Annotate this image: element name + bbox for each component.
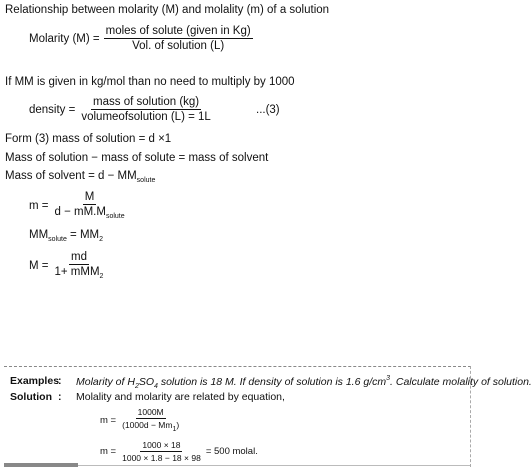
solution-calc-numerator: 1000 × 18 [142,440,181,450]
molarity-from-molality-equation [29,251,105,280]
molar-mass-a-subscript: solute [48,236,67,243]
equation-tag: ...(3) [256,104,280,116]
molar-mass-a: MM [29,229,49,241]
molar-mass-b-subscript: 2 [99,236,104,243]
molar-mass-b: = MM [66,229,100,241]
molarity2-numerator: md [70,251,87,263]
molarity2-denominator-subscript: 2 [99,273,104,280]
solution-formula-fraction [120,407,181,433]
solution-result: = 500 molal. [205,446,258,457]
molarity-numerator: moles of solute (given in Kg) [105,25,251,37]
density-numerator: mass of solution (kg) [93,96,200,108]
molarity-lhs: Molarity (M) = [29,32,100,45]
solution-formula-den-part1: (1000d − Mm [122,420,173,430]
mass-solvent-subscript: solute [136,177,156,184]
example-colon: : [58,375,62,387]
solution-colon: : [58,391,62,403]
mass-solvent-relation: Mass of solution − mass of solute = mass of solvent [5,152,269,164]
page-heading: Relationship between molarity (M) and molality (m) of a solution [5,4,330,16]
mass-solvent-text: Mass of solvent = d − MM [5,170,137,182]
molality-lhs: m = [29,199,49,212]
molarity2-denominator-main: 1+ mMM [54,266,100,278]
solution-calc-denominator: 1000 × 1.8 − 18 × 98 [122,453,201,463]
molar-mass-equation [29,229,103,243]
solution-formula [100,407,181,433]
molality-denominator [53,205,127,220]
question-part-1: Molarity of H [76,376,135,388]
solution-intro: Molality and molarity are related by equation, [76,391,285,403]
solution-formula-denominator [120,419,181,433]
molality-denominator-subscript: solute [105,213,125,220]
solution-formula-den-sub: 1 [172,426,177,433]
molarity-equation [29,25,253,52]
kg-mol-note: If MM is given in kg/mol than no need to multiply by 1000 [5,76,295,88]
molarity2-fraction [53,251,106,280]
molality-equation [29,191,127,220]
example-label: Examples [10,375,60,387]
question-sub-1: 2 [134,383,139,390]
molality-numerator: M [84,191,95,203]
question-part-2: SO [138,376,155,388]
density-equation [29,96,213,123]
example-question [76,375,532,390]
question-part-3: solution is 18 M. If density of solution is 1.6 g/cm [157,376,387,388]
solution-label: Solution [10,391,52,403]
question-part-4: . Calculate molality of solution. [390,376,532,388]
bottom-accent-bar [4,463,78,467]
solution-calc-fraction [120,440,203,463]
molarity-denominator: Vol. of solution (L) [132,40,225,52]
solution-formula-lhs: m = [100,414,117,426]
example-label-row [10,375,59,387]
density-denominator: volumeofsolution (L) = 1L [81,111,211,123]
molality-denominator-main: d − mM.M [54,206,106,218]
molarity2-lhs: M = [29,259,49,272]
solution-calc-lhs: m = [100,446,117,457]
density-fraction [79,96,212,123]
solution-formula-numerator: 1000M [137,407,164,417]
solution-calculation [100,440,258,463]
question-sub-2: 4 [154,383,158,390]
density-lhs: density = [29,103,76,116]
solution-formula-den-part2: ) [176,420,180,430]
molarity-fraction [104,25,253,52]
mass-solvent-expression [5,170,155,184]
molarity2-denominator [53,265,106,280]
question-sup: 3 [386,375,391,382]
form-line: Form (3) mass of solution = d ×1 [5,133,172,145]
molality-fraction [53,191,127,220]
bottom-divider [78,465,470,466]
